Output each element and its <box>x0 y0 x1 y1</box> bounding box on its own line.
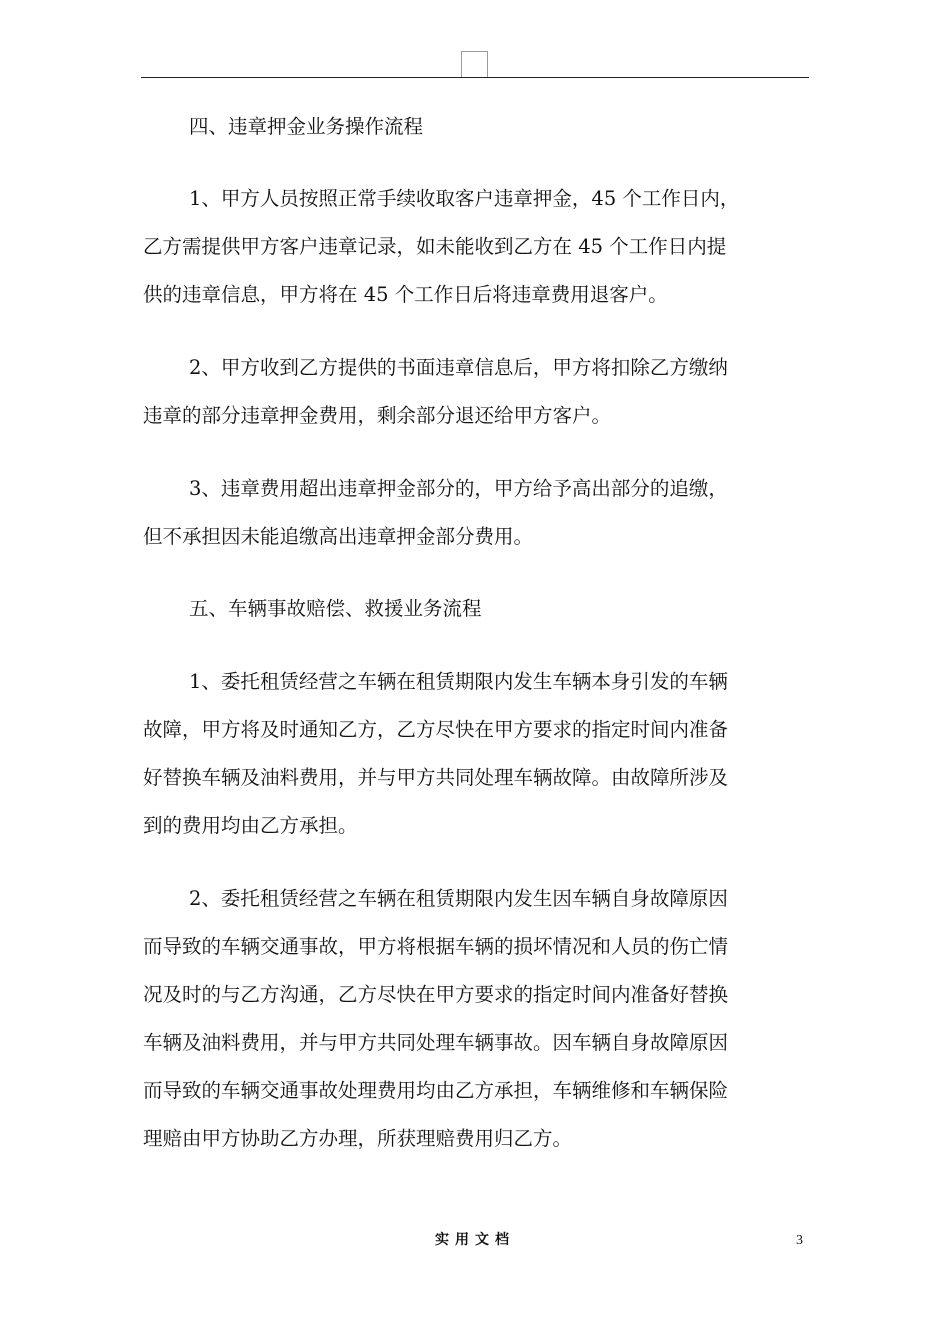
section-heading-4: 四、违章押金业务操作流程 <box>189 115 424 138</box>
s5-p2-line-4: 车辆及油料费用，并与甲方共同处理车辆事故。因车辆自身故障原因 <box>143 1031 729 1054</box>
s4-p3-line-2: 但不承担因未能追缴高出违章押金部分费用。 <box>143 525 534 548</box>
header-rule <box>141 77 809 78</box>
footer-label: 实用文档 <box>435 1232 515 1248</box>
s4-p2-line-2: 违章的部分违章押金费用，剩余部分退还给甲方客户。 <box>143 404 612 427</box>
s4-p1-line-1: 1、甲方人员按照正常手续收取客户违章押金，45 个工作日内， <box>189 187 740 210</box>
s5-p2-line-2: 而导致的车辆交通事故，甲方将根据车辆的损坏情况和人员的伤亡情 <box>143 935 729 958</box>
s5-p1-line-3: 好替换车辆及油料费用，并与甲方共同处理车辆故障。由故障所涉及 <box>143 766 729 789</box>
s5-p2-line-5: 而导致的车辆交通事故处理费用均由乙方承担，车辆维修和车辆保险 <box>143 1079 729 1102</box>
s5-p2-line-1: 2、委托租赁经营之车辆在租赁期限内发生因车辆自身故障原因 <box>189 887 728 910</box>
s5-p2-line-6: 理赔由甲方协助乙方办理，所获理赔费用归乙方。 <box>143 1127 573 1150</box>
s4-p1-line-3: 供的违章信息，甲方将在 45 个工作日后将违章费用退客户。 <box>143 283 668 306</box>
s4-p2-line-1: 2、甲方收到乙方提供的书面违章信息后，甲方将扣除乙方缴纳 <box>189 356 728 379</box>
header-tab-box <box>461 51 488 77</box>
s5-p1-line-4: 到的费用均由乙方承担。 <box>143 814 358 837</box>
page-number: 3 <box>796 1233 803 1248</box>
s4-p3-line-1: 3、违章费用超出违章押金部分的，甲方给予高出部分的追缴， <box>189 477 728 500</box>
s5-p2-line-3: 况及时的与乙方沟通，乙方尽快在甲方要求的指定时间内准备好替换 <box>143 983 729 1006</box>
s4-p1-line-2: 乙方需提供甲方客户违章记录，如未能收到乙方在 45 个工作日内提 <box>143 235 727 258</box>
s5-p1-line-2: 故障，甲方将及时通知乙方，乙方尽快在甲方要求的指定时间内准备 <box>143 718 729 741</box>
s5-p1-line-1: 1、委托租赁经营之车辆在租赁期限内发生车辆本身引发的车辆 <box>189 670 728 693</box>
section-heading-5: 五、车辆事故赔偿、救援业务流程 <box>189 597 482 620</box>
